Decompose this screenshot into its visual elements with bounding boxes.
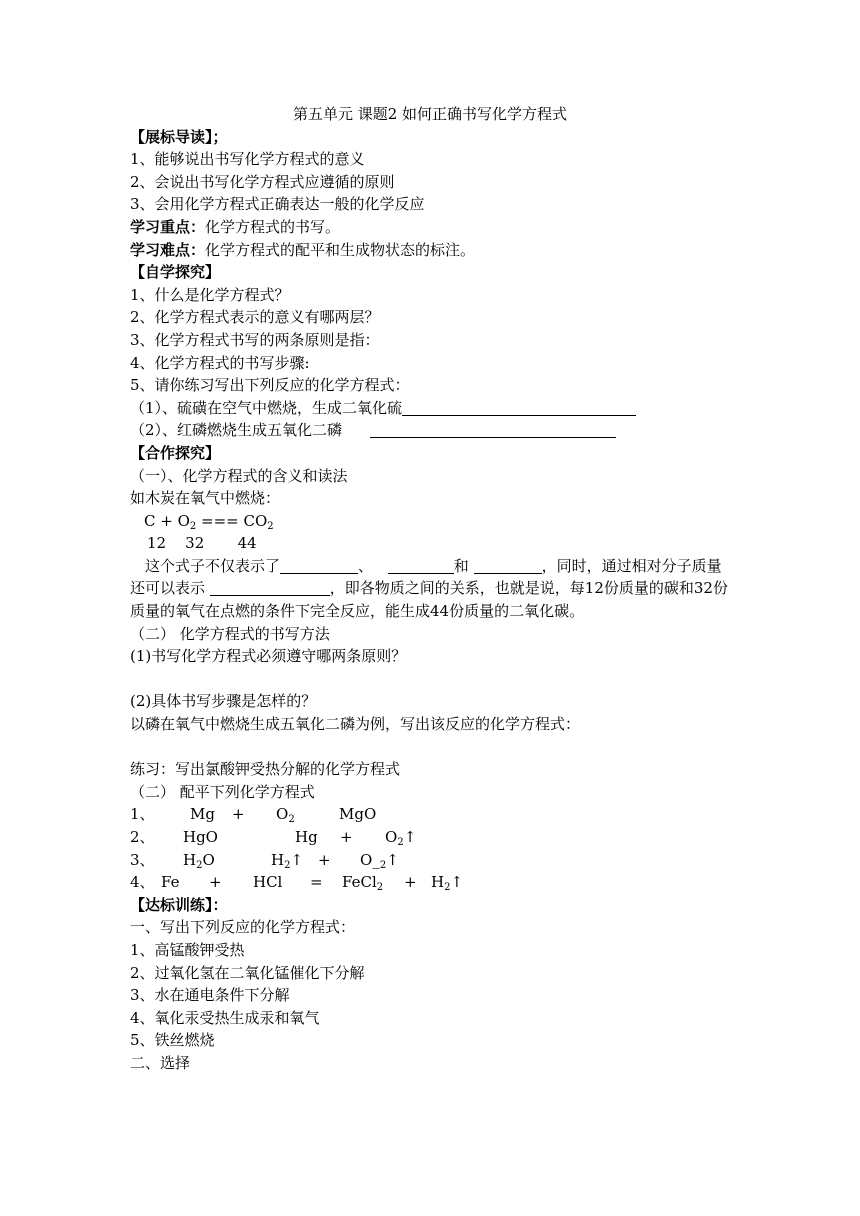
list-item: 4、化学方程式的书写步骤: bbox=[130, 353, 310, 372]
section-title: 一、写出下列反应的化学方程式： bbox=[130, 918, 356, 937]
answer-blank[interactable] bbox=[370, 421, 616, 438]
question-text: (2)具体书写步骤是怎样的？ bbox=[130, 692, 317, 711]
answer-blank[interactable] bbox=[388, 557, 454, 574]
list-item: 2、会说出书写化学方程式应遵循的原则 bbox=[130, 172, 395, 191]
question-sulfur bbox=[130, 397, 730, 420]
list-item: 4、氧化汞受热生成汞和氧气 bbox=[130, 1008, 320, 1027]
equation-part: === CO bbox=[196, 511, 268, 530]
question-text: （2）、红磷燃烧生成五氧化二磷 bbox=[130, 421, 343, 440]
formula bbox=[431, 871, 463, 894]
paragraph-text: 这个式子不仅表示了 bbox=[145, 556, 281, 575]
self-study-heading: 【自学探究】 bbox=[130, 263, 221, 282]
list-item: 1、高锰酸钾受热 bbox=[130, 940, 245, 959]
meaning-paragraph bbox=[130, 555, 730, 623]
equation-masses: 12 32 44 bbox=[147, 534, 257, 553]
formula-part: O_ bbox=[360, 850, 380, 869]
formula: HgO bbox=[183, 828, 218, 846]
list-item: 3、水在通电条件下分解 bbox=[130, 986, 290, 1005]
answer-blank[interactable] bbox=[402, 399, 636, 416]
practice-text: 练习：写出氯酸钾受热分解的化学方程式 bbox=[130, 760, 401, 779]
operator: + bbox=[340, 828, 353, 846]
answer-blank[interactable] bbox=[474, 557, 542, 574]
equation-carbon bbox=[130, 510, 730, 533]
section-title: （一）、化学方程式的含义和读法 bbox=[130, 466, 348, 485]
formula: Hg bbox=[295, 828, 318, 846]
formula bbox=[342, 871, 383, 894]
list-item: 1、能够说出书写化学方程式的意义 bbox=[130, 150, 365, 169]
paragraph-text: ，同时，通过相对分子质量还可以表示 bbox=[130, 556, 722, 598]
formula-part: H bbox=[183, 850, 197, 869]
operator: = bbox=[310, 873, 323, 892]
item-number: 2、 bbox=[130, 828, 155, 846]
subscript: 2 bbox=[379, 859, 387, 871]
question-text: （1）、硫磺在空气中燃烧，生成二氧化硫 bbox=[130, 398, 403, 417]
list-item: 5、请你练习写出下列反应的化学方程式： bbox=[130, 376, 410, 395]
formula bbox=[276, 803, 295, 826]
list-item: 2、过氧化氢在二氧化锰催化下分解 bbox=[130, 963, 365, 982]
paragraph-text: ，即各物质之间的关系，也就是说，每12份质量的碳和32份质量的氧气在点燃的条件下完全反应，能生成44份质量的二氧化碳。 bbox=[130, 579, 728, 621]
answer-blank[interactable] bbox=[210, 579, 330, 596]
gas-arrow: ↑ bbox=[403, 828, 417, 846]
coop-heading: 【合作探究】 bbox=[130, 443, 221, 462]
page-title: 第五单元 课题2 如何正确书写化学方程式 bbox=[292, 105, 568, 123]
paragraph-text: 和 bbox=[453, 556, 474, 575]
balance-equation-4 bbox=[130, 871, 730, 894]
formula: HCl bbox=[253, 873, 283, 892]
diff-text: 化学方程式的配平和生成物状态的标注。 bbox=[205, 240, 476, 259]
gas-arrow: ↑ bbox=[290, 850, 304, 869]
formula: MgO bbox=[339, 805, 377, 824]
list-item: 3、化学方程式书写的两条原则是指： bbox=[130, 330, 380, 349]
formula: Fe bbox=[161, 873, 180, 892]
formula bbox=[183, 849, 215, 872]
operator: + bbox=[318, 850, 331, 869]
formula bbox=[271, 849, 303, 872]
key-point bbox=[130, 216, 730, 239]
formula-part: H bbox=[271, 850, 285, 869]
formula-part: O bbox=[385, 828, 398, 846]
answer-blank[interactable] bbox=[280, 557, 358, 574]
equation-part: C + O bbox=[144, 511, 190, 530]
item-number: 3、 bbox=[130, 850, 155, 869]
subscript: 2 bbox=[267, 520, 274, 532]
list-item: 3、会用化学方程式正确表达一般的化学反应 bbox=[130, 195, 425, 214]
balance-equation-3 bbox=[130, 849, 730, 872]
subscript: 2 bbox=[284, 859, 291, 871]
item-number: 1、 bbox=[130, 805, 155, 824]
subscript: 2 bbox=[444, 882, 451, 894]
formula: Mg bbox=[190, 805, 215, 824]
operator: + bbox=[209, 873, 222, 892]
balance-equation-2 bbox=[130, 826, 730, 849]
training-heading: 【达标训练】： bbox=[130, 895, 228, 914]
question-phosphorus bbox=[130, 419, 730, 442]
guide-heading: 【展标导读】； bbox=[130, 127, 228, 146]
list-item: 5、铁丝燃烧 bbox=[130, 1031, 215, 1050]
question-text: (1)书写化学方程式必须遵守哪两条原则？ bbox=[130, 647, 407, 666]
formula bbox=[360, 849, 399, 872]
difficult-point bbox=[130, 239, 730, 262]
subscript: 2 bbox=[288, 814, 295, 826]
section-title: （二） 配平下列化学方程式 bbox=[130, 782, 315, 801]
diff-label: 学习难点： bbox=[130, 240, 206, 259]
operator: + bbox=[232, 805, 245, 824]
key-text: 化学方程式的书写。 bbox=[205, 217, 341, 236]
item-number: 4、 bbox=[130, 873, 155, 892]
question-text: 以磷在氧气中燃烧生成五氧化二磷为例，写出该反应的化学方程式： bbox=[130, 715, 581, 734]
subscript: 2 bbox=[189, 520, 197, 532]
operator: + bbox=[404, 873, 417, 892]
balance-equation-1 bbox=[130, 803, 730, 826]
formula bbox=[385, 826, 416, 849]
subscript: 2 bbox=[376, 882, 384, 894]
list-item: 1、什么是化学方程式？ bbox=[130, 285, 290, 304]
list-item: 2、化学方程式表示的意义有哪两层？ bbox=[130, 308, 380, 327]
formula-part: FeCl bbox=[342, 873, 377, 892]
subscript: 2 bbox=[397, 837, 404, 848]
key-label: 学习重点： bbox=[130, 217, 206, 236]
paragraph-text: 、 bbox=[358, 556, 378, 575]
formula-part: H bbox=[431, 873, 445, 892]
document-page bbox=[130, 103, 730, 1075]
formula-part: O bbox=[276, 805, 289, 824]
section-title: （二） 化学方程式的书写方法 bbox=[130, 624, 330, 643]
formula-part: O bbox=[202, 850, 215, 869]
example-text: 如木炭在氧气中燃烧： bbox=[130, 489, 281, 508]
subscript: 2 bbox=[196, 859, 203, 871]
gas-arrow: ↑ bbox=[386, 850, 399, 869]
section-title: 二、选择 bbox=[130, 1053, 191, 1072]
gas-arrow: ↑ bbox=[450, 873, 464, 892]
